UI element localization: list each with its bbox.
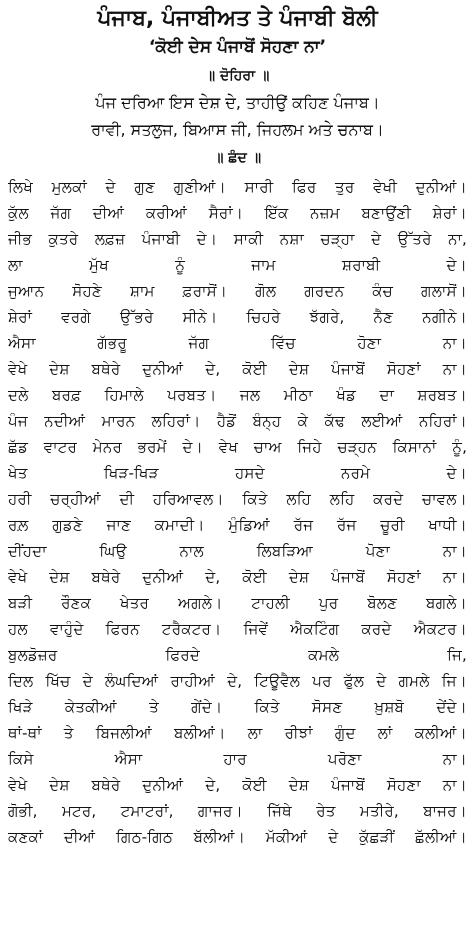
verse-line: ਐਸਾ ਗੱਭਰੂ ਜੱਗ ਵਿੱਚ ਹੋਣਾ ਨਾ। [8, 334, 467, 352]
verse-line: ਹਰੀ ਚਰ੍ਹੀਆਂ ਦੀ ਹਰਿਆਵਲ। ਕਿਤੇ ਲਹਿ ਲਹਿ ਕਰਦੇ ਚਾਵਲ। [8, 490, 467, 508]
verse-line: ਥਾਂ-ਥਾਂ ਤੇ ਬਿਜਲੀਆਂ ਬਲੀਆਂ। ਲਾ ਰੀਝਾਂ ਗੁੰਦ ਲਾਂ ਕਲੀਆਂ। [8, 724, 467, 742]
verse-line: ਖੇਤ ਖਿੜ-ਖਿੜ ਹਸਦੇ ਨਰਮੇ ਦੇ। [8, 464, 467, 482]
verse-line: ਸ਼ੇਰਾਂ ਵਰਗੇ ਉੱਭਰੇ ਸੀਨੇ। ਚਿਹਰੇ ਝੱਗਰੇ, ਨੈਣ ਨਗੀਨੇ। [8, 308, 467, 326]
verse-line: ਬੁਲਡੋਜ਼ਰ ਫਿਰਦੇ ਕਮਲੇ ਜਿ, [8, 646, 467, 664]
verse-list [8, 174, 467, 850]
verse-line: ਪੰਜ ਨਦੀਆਂ ਮਾਰਨ ਲਹਿਰਾਂ। ਹੈਡੋਂ ਬੰਨ੍ਹ ਕੇ ਕੱਢ ਲਈਆਂ ਨਹਿਰਾਂ। [8, 412, 467, 430]
verse-line: ਵੇਖੇ ਦੇਸ਼ ਬਥੇਰੇ ਦੁਨੀਆਂ ਦੇ, ਕੋਈ ਦੇਸ਼ ਪੰਜਾਬੋਂ ਸੋਹਣਾ ਨਾ। [8, 776, 467, 794]
doha-line: ਰਾਵੀ, ਸਤਲੁਜ, ਬਿਆਸ ਜੀ, ਜਿਹਲਮ ਅਤੇ ਚਨਾਬ। [91, 120, 384, 139]
verse-line: ਰਲ਼ ਗੁਡਣੇ ਜਾਣ ਕਮਾਦੀ। ਮੁੰਡਿਆਂ ਰੱਜ ਰੱਜ ਚੂਰੀ ਖਾਧੀ। [8, 516, 467, 534]
verse-line: ਹਲ ਵਾਹੁੰਦੇ ਫਿਰਨ ਟਰੈਕਟਰ। ਜਿਵੇਂ ਐਕਟਿੰਗ ਕਰਦੇ ਐਕਟਰ। [8, 620, 467, 638]
verse-line: ਕਿਸੇ ਐਸਾ ਹਾਰ ਪਰੋਣਾ ਨਾ। [8, 750, 467, 768]
poem-page [0, 6, 475, 946]
verse-line: ਜੀਭ ਕੁਤਰੇ ਲਫ਼ਜ਼ ਪੰਜਾਬੀ ਦੇ। ਸਾਕੀ ਨਸ਼ਾ ਚੜ੍ਹਾ ਦੇ ਉੱਤਰੇ ਨਾ, [8, 230, 467, 248]
doha-heading: ॥ ਦੋਹਿਰਾ ॥ [205, 68, 270, 84]
verse-line: ਲਿਖੇ ਮੁਲਕਾਂ ਦੇ ਗੁਣ ਗੁਣੀਆਂ। ਸਾਰੀ ਫਿਰ ਤੁਰ ਵੇਖੀ ਦੁਨੀਆਂ। [8, 178, 467, 196]
chhand-heading: ॥ ਛੰਦ ॥ [213, 150, 262, 166]
verse-line: ਬੜੀ ਰੌਣਕ ਖੇਤਰ ਅਗਲੇ। ਟਾਹਲੀ ਪੁਰ ਬੋਲਣ ਬਗਲੇ। [8, 594, 467, 612]
doha-line: ਪੰਜ ਦਰਿਆ ਇਸ ਦੇਸ਼ ਦੇ, ਤਾਹੀਉਂ ਕਹਿਣ ਪੰਜਾਬ। [95, 93, 380, 112]
verse-line: ਕੁੱਲ ਜੱਗ ਦੀਆਂ ਕਰੀਆਂ ਸੈਰਾਂ। ਇੱਕ ਨਜ਼ਮ ਬਣਾਉਂਣੀ ਸ਼ੇਰਾਂ। [8, 204, 467, 222]
poem-title: ਪੰਜਾਬ, ਪੰਜਾਬੀਅਤ ਤੇ ਪੰਜਾਬੀ ਬੋਲੀ [97, 6, 378, 31]
verse-line: ਦਲੇ ਬਰਫ਼ ਹਿਮਾਲੇ ਪਰਬਤ। ਜਲ ਮੀਠਾ ਖੰਡ ਦਾ ਸ਼ਰਬਤ। [8, 386, 467, 404]
verse-line: ਦਿਲ ਖਿੱਚ ਦੇ ਲੰਘਦਿਆਂ ਰਾਹੀਆਂ ਦੇ, ਟਿਊਵੈਲ ਪਰ ਫੁੱਲ ਦੇ ਗਮਲੇ ਜਿ। [8, 672, 467, 690]
verse-line: ਗੋਭੀ, ਮਟਰ, ਟਮਾਟਰਾਂ, ਗਾਜਰ। ਜਿੱਥੇ ਰੇਤ ਮਤੀਰੇ, ਬਾਜਰ। [8, 802, 467, 820]
poem-subtitle: ‘ਕੋਈ ਦੇਸ ਪੰਜਾਬੋਂ ਸੋਹਣਾ ਨਾ’ [148, 37, 327, 57]
verse-line: ਵੇਖੇ ਦੇਸ਼ ਬਥੇਰੇ ਦੁਨੀਆਂ ਦੇ, ਕੋਈ ਦੇਸ਼ ਪੰਜਾਬੋਂ ਸੋਹਣਾਂ ਨਾ। [8, 568, 467, 586]
verse-line: ਦੀਂਹਦਾ ਘਿਉ ਨਾਲ ਲਿਬੜਿਆ ਪੋਣਾ ਨਾ। [8, 542, 467, 560]
verse-line: ਛੱਡ ਵਾਟਰ ਮੇਨਰ ਭਰਮੇਂ ਦੇ। ਵੇਖ ਚਾਅ ਜਿਹੇ ਚੜ੍ਹਨ ਕਿਸਾਨਾਂ ਨੂੰ, [8, 438, 467, 456]
verse-line: ਜੁਆਨ ਸੋਹਣੇ ਸ਼ਾਮ ਫ਼ਰਾਸੋਂ। ਗੋਲ ਗਰਦਨ ਕੰਚ ਗਲਾਸੋਂ। [8, 282, 467, 300]
verse-line: ਲਾ ਮੁੱਖ ਨੂੰ ਜਾਮ ਸ਼ਰਾਬੀ ਦੇ। [8, 256, 467, 274]
verse-line: ਕਣਕਾਂ ਦੀਆਂ ਗਿਠ-ਗਿਠ ਬੱਲੀਆਂ। ਮੱਕੀਆਂ ਦੇ ਕੁੱਛੜੀਂ ਛੱਲੀਆਂ। [8, 828, 467, 846]
verse-line: ਵੇਖੇ ਦੇਸ਼ ਬਥੇਰੇ ਦੁਨੀਆਂ ਦੇ, ਕੋਈ ਦੇਸ਼ ਪੰਜਾਬੋਂ ਸੋਹਣਾਂ ਨਾ। [8, 360, 467, 378]
verse-line: ਖਿੜੇ ਕੇਤਕੀਆਂ ਤੇ ਗੇਂਦੇ। ਕਿਤੇ ਸੋਸਣ ਖ਼ੁਸ਼ਬੋ ਦੇਂਦੇ। [8, 698, 467, 716]
